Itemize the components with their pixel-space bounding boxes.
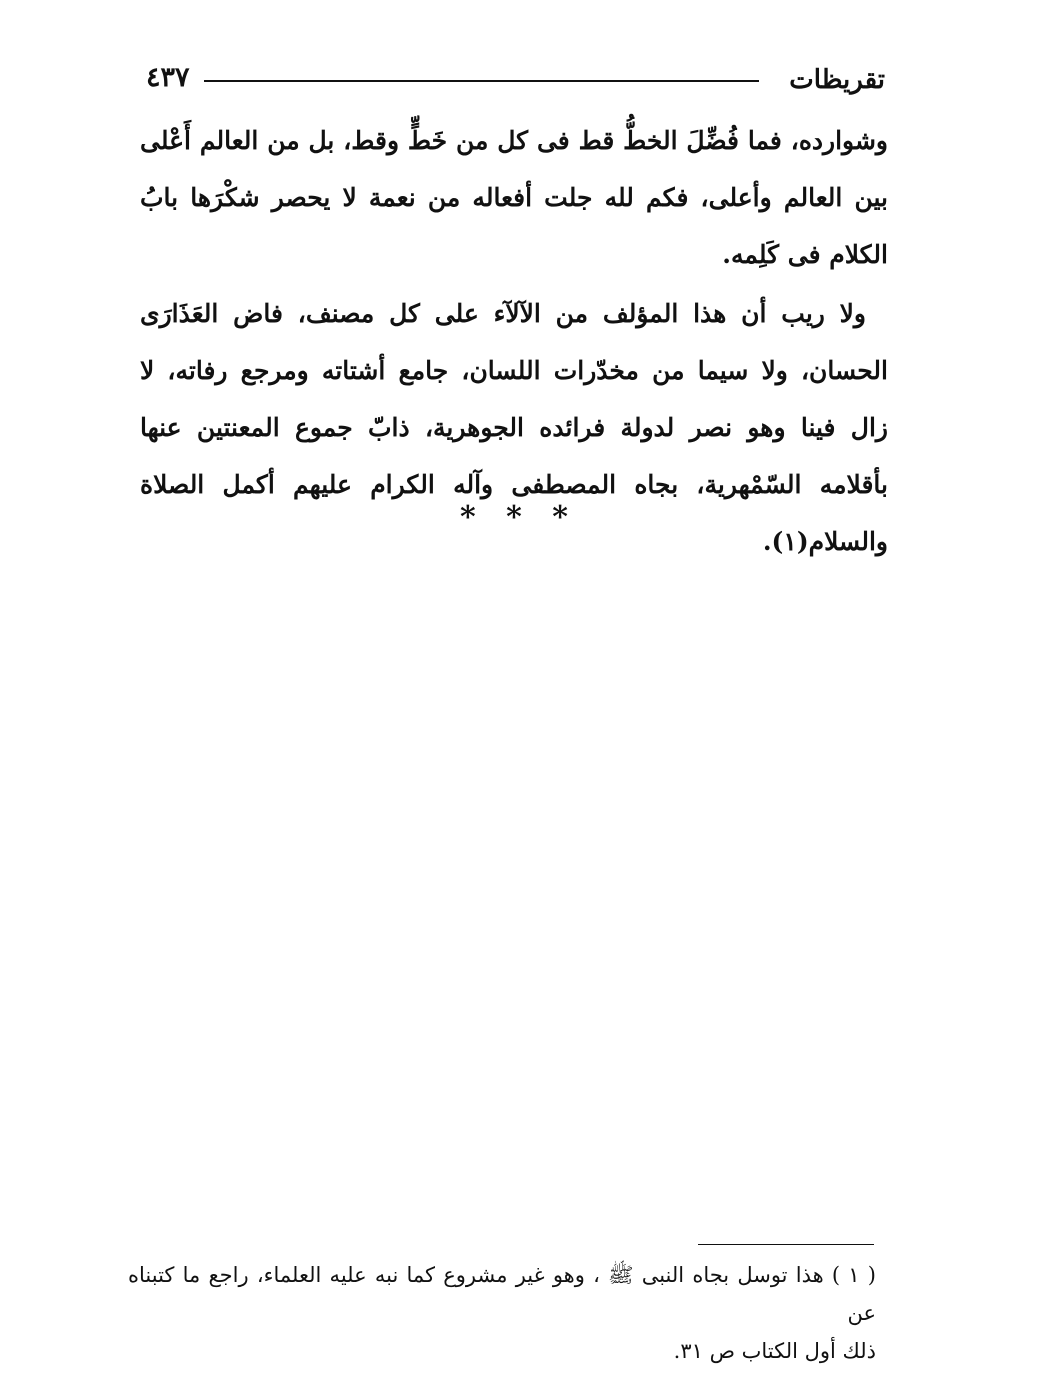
footnote-line-2: ذلك أول الكتاب ص ٣١. [673, 1339, 876, 1363]
footnote [128, 1256, 876, 1370]
section-separator: * * * [460, 500, 578, 535]
footnote-rule [698, 1244, 874, 1245]
running-title: تقريظات [789, 65, 885, 95]
header-rule [204, 80, 759, 82]
page-number: ٤٣٧ [146, 62, 190, 93]
paragraph-1: وشوارده، فما فُضِّلَ الخطُّ قط فى كل من خَطٍّ وقط، بل من العالم أَعْلى بين العالم وأعلى، فكم لله جلت أفعاله من نعمة لا يحصر شكْرَها بابُ الكلام فى كَلِمه. [140, 126, 888, 269]
paragraph-2: ولا ريب أن هذا المؤلف من الآلآء على كل مصنف، فاض العَذَارَى الحسان، ولا سيما من مخدّرات اللسان، جامع أشتاته ومرجع رفاته، لا زال فينا وهو نصر لدولة فرائده الجوهرية، ذابّ جموع المعنتين عنها بأقلامه السّمْهرية، بجاه المصطفى وآله الكرام عليهم أكمل الصلاة والسلام(١). [140, 299, 888, 556]
footnote-line-1: ( ١ ) هذا توسل بجاه النبى ﷺ ، وهو غير مشروع كما نبه عليه العلماء، راجع ما كتبناه عن [128, 1263, 876, 1325]
page-header [140, 58, 885, 98]
